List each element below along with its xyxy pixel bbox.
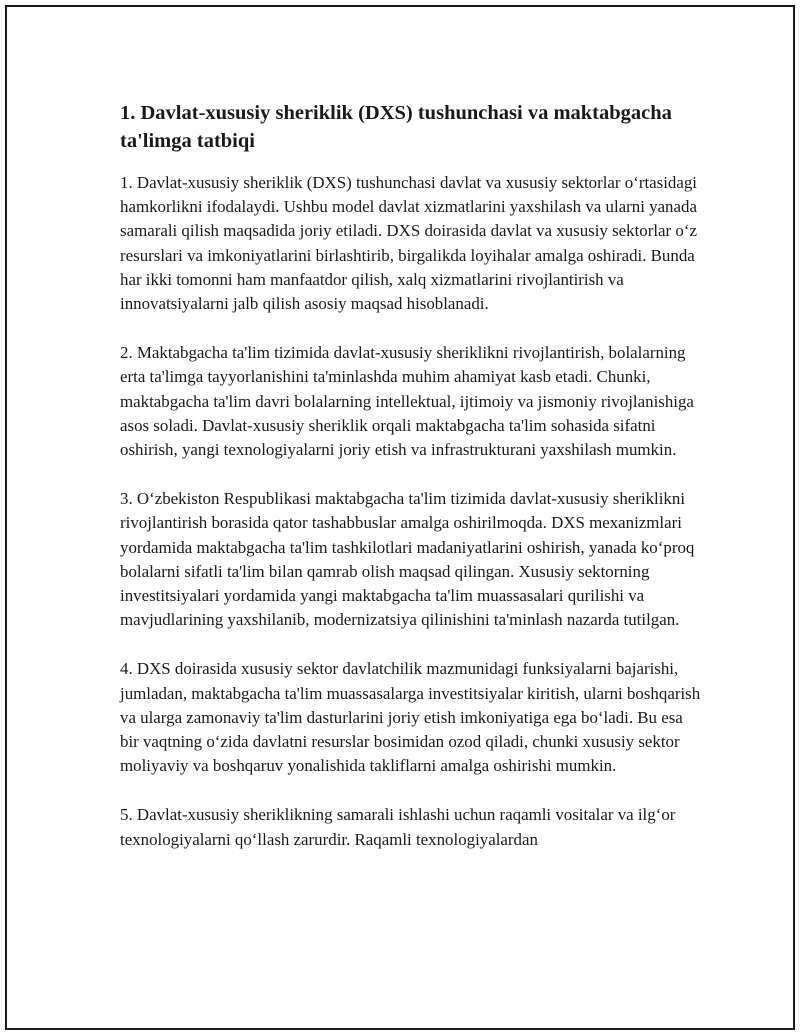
page-frame <box>5 5 795 1030</box>
document-body <box>120 99 705 877</box>
paragraph-1: 1. Davlat-xususiy sheriklik (DXS) tushunchasi davlat va xususiy sektorlar oʻrtasidagi hamkorlikni ifodalaydi. Ushbu model davlat xizmatlarini yaxshilash va ularni yanada samarali qilish maqsadida joriy etiladi. DXS doirasida davlat va xususiy sektorlar oʻz resurslari va imkoniyatlarini birlashtirib, birgalikda loyihalar amalga oshiradi. Bunda har ikki tomonni ham manfaatdor qilish, xalq xizmatlarini rivojlantirish va innovatsiyalarni jalb qilish asosiy maqsad hisoblanadi. <box>120 173 697 314</box>
paragraph-5: 5. Davlat-xususiy sheriklikning samarali ishlashi uchun raqamli vositalar va ilgʻor texnologiyalarni qoʻllash zarurdir. Raqamli texnologiyalardan <box>120 805 676 849</box>
document-title: 1. Davlat-xususiy sheriklik (DXS) tushunchasi va maktabgacha ta'limga tatbiqi <box>120 102 672 152</box>
paragraph-2: 2. Maktabgacha ta'lim tizimida davlat-xususiy sheriklikni rivojlantirish, bolalarning erta ta'limga tayyorlanishini ta'minlashda muhim ahamiyat kasb etadi. Chunki, maktabgacha ta'lim davri bolalarning intellektual, ijtimoiy va jismoniy rivojlanishiga asos soladi. Davlat-xususiy sheriklik orqali maktabgacha ta'lim sohasida sifatni oshirish, yangi texnologiyalarni joriy etish va infrastrukturani yaxshilash mumkin. <box>120 343 694 460</box>
paragraph-3: 3. Oʻzbekiston Respublikasi maktabgacha ta'lim tizimida davlat-xususiy sheriklikni rivojlantirish borasida qator tashabbuslar amalga oshirilmoqda. DXS mexanizmlari yordamida maktabgacha ta'lim tashkilotlari madaniyatlarini oshirish, yanada koʻproq bolalarni sifatli ta'lim bilan qamrab olish maqsad qilingan. Xususiy sektorning investitsiyalari yordamida yangi maktabgacha ta'lim muassasalari qurilishi va mavjudlarining yaxshilanib, modernizatsiya qilinishini ta'minlash nazarda tutilgan. <box>120 489 695 630</box>
paragraph-4: 4. DXS doirasida xususiy sektor davlatchilik mazmunidagi funksiyalarni bajarishi, jumladan, maktabgacha ta'lim muassasalarga investitsiyalar kiritish, ularni boshqarish va ularga zamonaviy ta'lim dasturlarini joriy etish imkoniyatiga ega boʻladi. Bu esa bir vaqtning oʻzida davlatni resurslar bosimidan ozod qiladi, chunki xususiy sektor moliyaviy va boshqaruv yonalishida takliflarni amalga oshirishi mumkin. <box>120 659 701 776</box>
